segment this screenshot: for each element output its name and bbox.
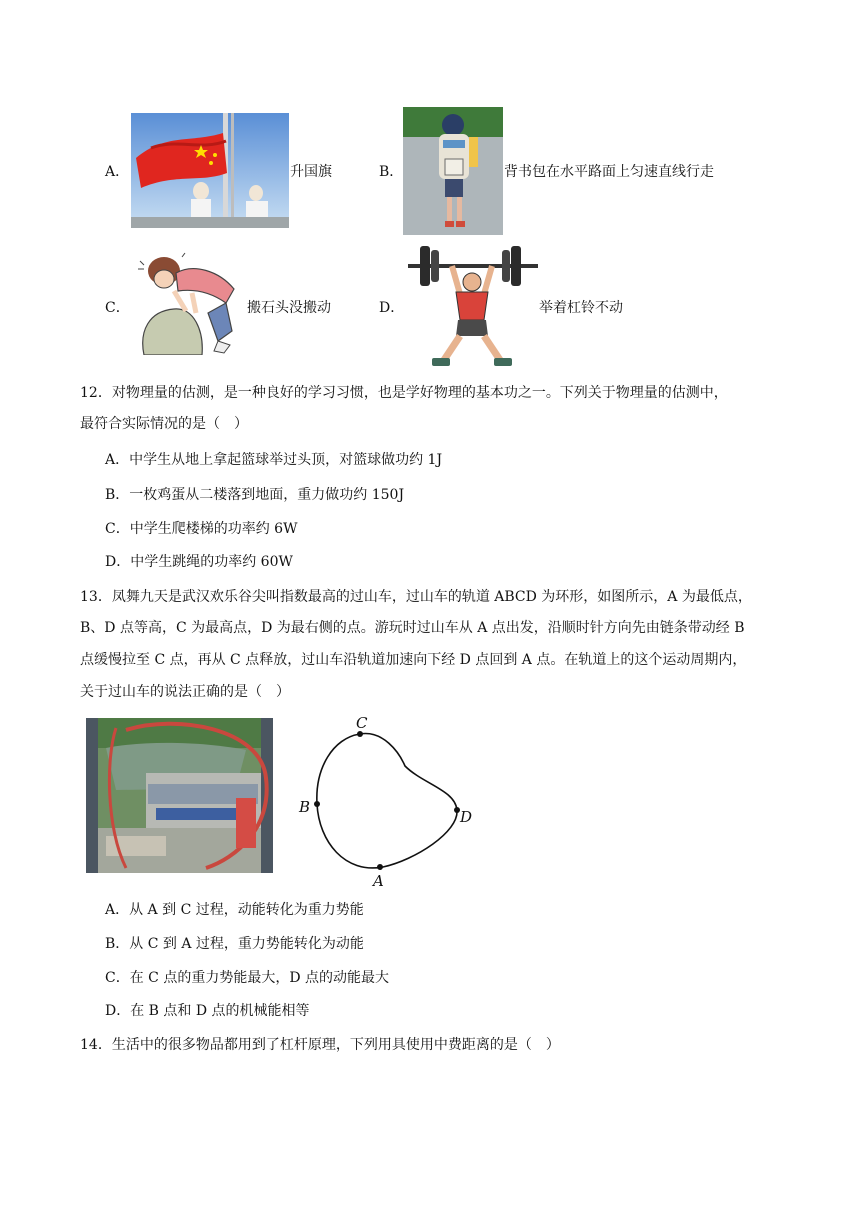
q11-option-a-letter: A． — [105, 164, 130, 180]
q11-option-b-letter: B． — [379, 164, 404, 180]
q12-stem-line2: 最符合实际情况的是（ ） — [80, 416, 248, 432]
label-b: B — [299, 798, 311, 816]
track-loop — [317, 734, 457, 868]
q13-option-b: B．从 C 到 A 过程，重力势能转化为动能 — [105, 936, 364, 952]
backpack-walking-image — [403, 107, 503, 235]
point-b — [314, 801, 320, 807]
q13-stem-line4: 关于过山车的说法正确的是（ ） — [80, 684, 290, 700]
q13-option-a: A．从 A 到 C 过程，动能转化为重力势能 — [105, 902, 364, 918]
q11-option-d-letter: D． — [379, 300, 405, 316]
q12-stem-line1: 12．对物理量的估测，是一种良好的学习习惯，也是学好物理的基本功之一。下列关于物理量的估测中， — [80, 385, 728, 401]
q11-option-c-text: 搬石头没搬动 — [247, 300, 331, 316]
label-a: A — [373, 872, 384, 890]
flag-raising-image — [131, 113, 289, 228]
q13-stem-line1: 13．凤舞九天是武汉欢乐谷尖叫指数最高的过山车，过山车的轨道 ABCD 为环形，如图所示，A 为最低点， — [80, 589, 752, 605]
point-a — [377, 864, 383, 870]
q11-option-a-text: 升国旗 — [290, 164, 332, 180]
roller-coaster-photo — [86, 718, 273, 873]
q11-option-d-text: 举着杠铃不动 — [539, 300, 623, 316]
q12-option-b: B．一枚鸡蛋从二楼落到地面，重力做功约 150J — [105, 487, 405, 503]
pushing-stone-image — [134, 251, 246, 355]
q12-option-d: D．中学生跳绳的功率约 60W — [105, 554, 293, 570]
q13-option-c: C．在 C 点的重力势能最大，D 点的动能最大 — [105, 970, 389, 986]
label-c: C — [356, 714, 368, 732]
q11-option-b-text: 背书包在水平路面上匀速直线行走 — [504, 164, 714, 180]
label-d: D — [460, 808, 473, 826]
q13-stem-line2: B、D 点等高，C 为最高点，D 为最右侧的点。游玩时过山车从 A 点出发，沿顺时针方向先由链条带动经 B — [80, 620, 745, 636]
q11-option-c-letter: C． — [105, 300, 130, 316]
q14-stem: 14．生活中的很多物品都用到了杠杆原理，下列用具使用中费距离的是（ ） — [80, 1037, 560, 1053]
q12-option-c: C．中学生爬楼梯的功率约 6W — [105, 521, 298, 537]
q12-option-a: A．中学生从地上拿起篮球举过头顶，对篮球做功约 1J — [105, 452, 443, 468]
q13-option-d: D．在 B 点和 D 点的机械能相等 — [105, 1003, 310, 1019]
track-diagram — [295, 712, 485, 892]
weightlifter-image — [404, 240, 540, 372]
q13-stem-line3: 点缓慢拉至 C 点，再从 C 点释放，过山车沿轨道加速向下经 D 点回到 A 点。在轨道上的这个运动周期内， — [80, 652, 747, 668]
